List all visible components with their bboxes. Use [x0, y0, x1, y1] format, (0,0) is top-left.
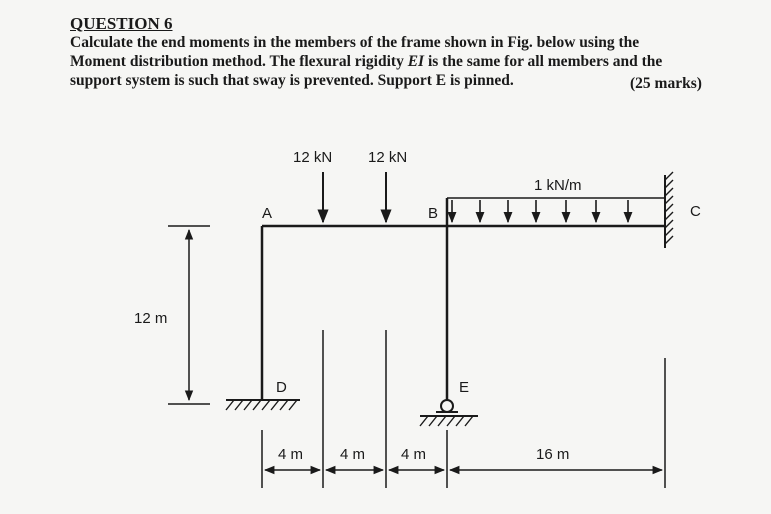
pin-support-e — [441, 400, 453, 412]
question-line-3: support system is such that sway is prevented. Support E is pinned. — [70, 72, 514, 89]
load-1-label: 12 kN — [293, 149, 333, 166]
fixed-support-c-hatch — [665, 172, 673, 244]
joint-d-label: D — [276, 379, 287, 396]
pin-support-e-hatch — [420, 416, 473, 426]
height-label: 12 m — [134, 310, 168, 327]
load-2-label: 12 kN — [368, 149, 408, 166]
question-heading: QUESTION 6 — [70, 14, 173, 33]
span-2-label: 4 m — [340, 446, 366, 463]
joint-e-label: E — [459, 379, 470, 396]
joint-a-label: A — [262, 205, 273, 222]
joint-c-label: C — [690, 203, 701, 220]
span-4-label: 16 m — [536, 446, 570, 463]
marks-label: (25 marks) — [630, 75, 702, 92]
span-1-label: 4 m — [278, 446, 304, 463]
question-line-2b: is the same for all members and the — [424, 53, 663, 70]
udl-label: 1 kN/m — [534, 177, 582, 194]
flexural-rigidity-symbol: EI — [407, 53, 425, 70]
span-3-label: 4 m — [401, 446, 427, 463]
question-line-1: Calculate the end moments in the members of the frame shown in Fig. below using the — [70, 34, 640, 51]
joint-b-label: B — [428, 205, 439, 222]
fixed-support-d-hatch — [226, 400, 297, 410]
udl-arrows — [452, 200, 628, 222]
question-line-2a: Moment distribution method. The flexural rigidity — [70, 53, 408, 70]
